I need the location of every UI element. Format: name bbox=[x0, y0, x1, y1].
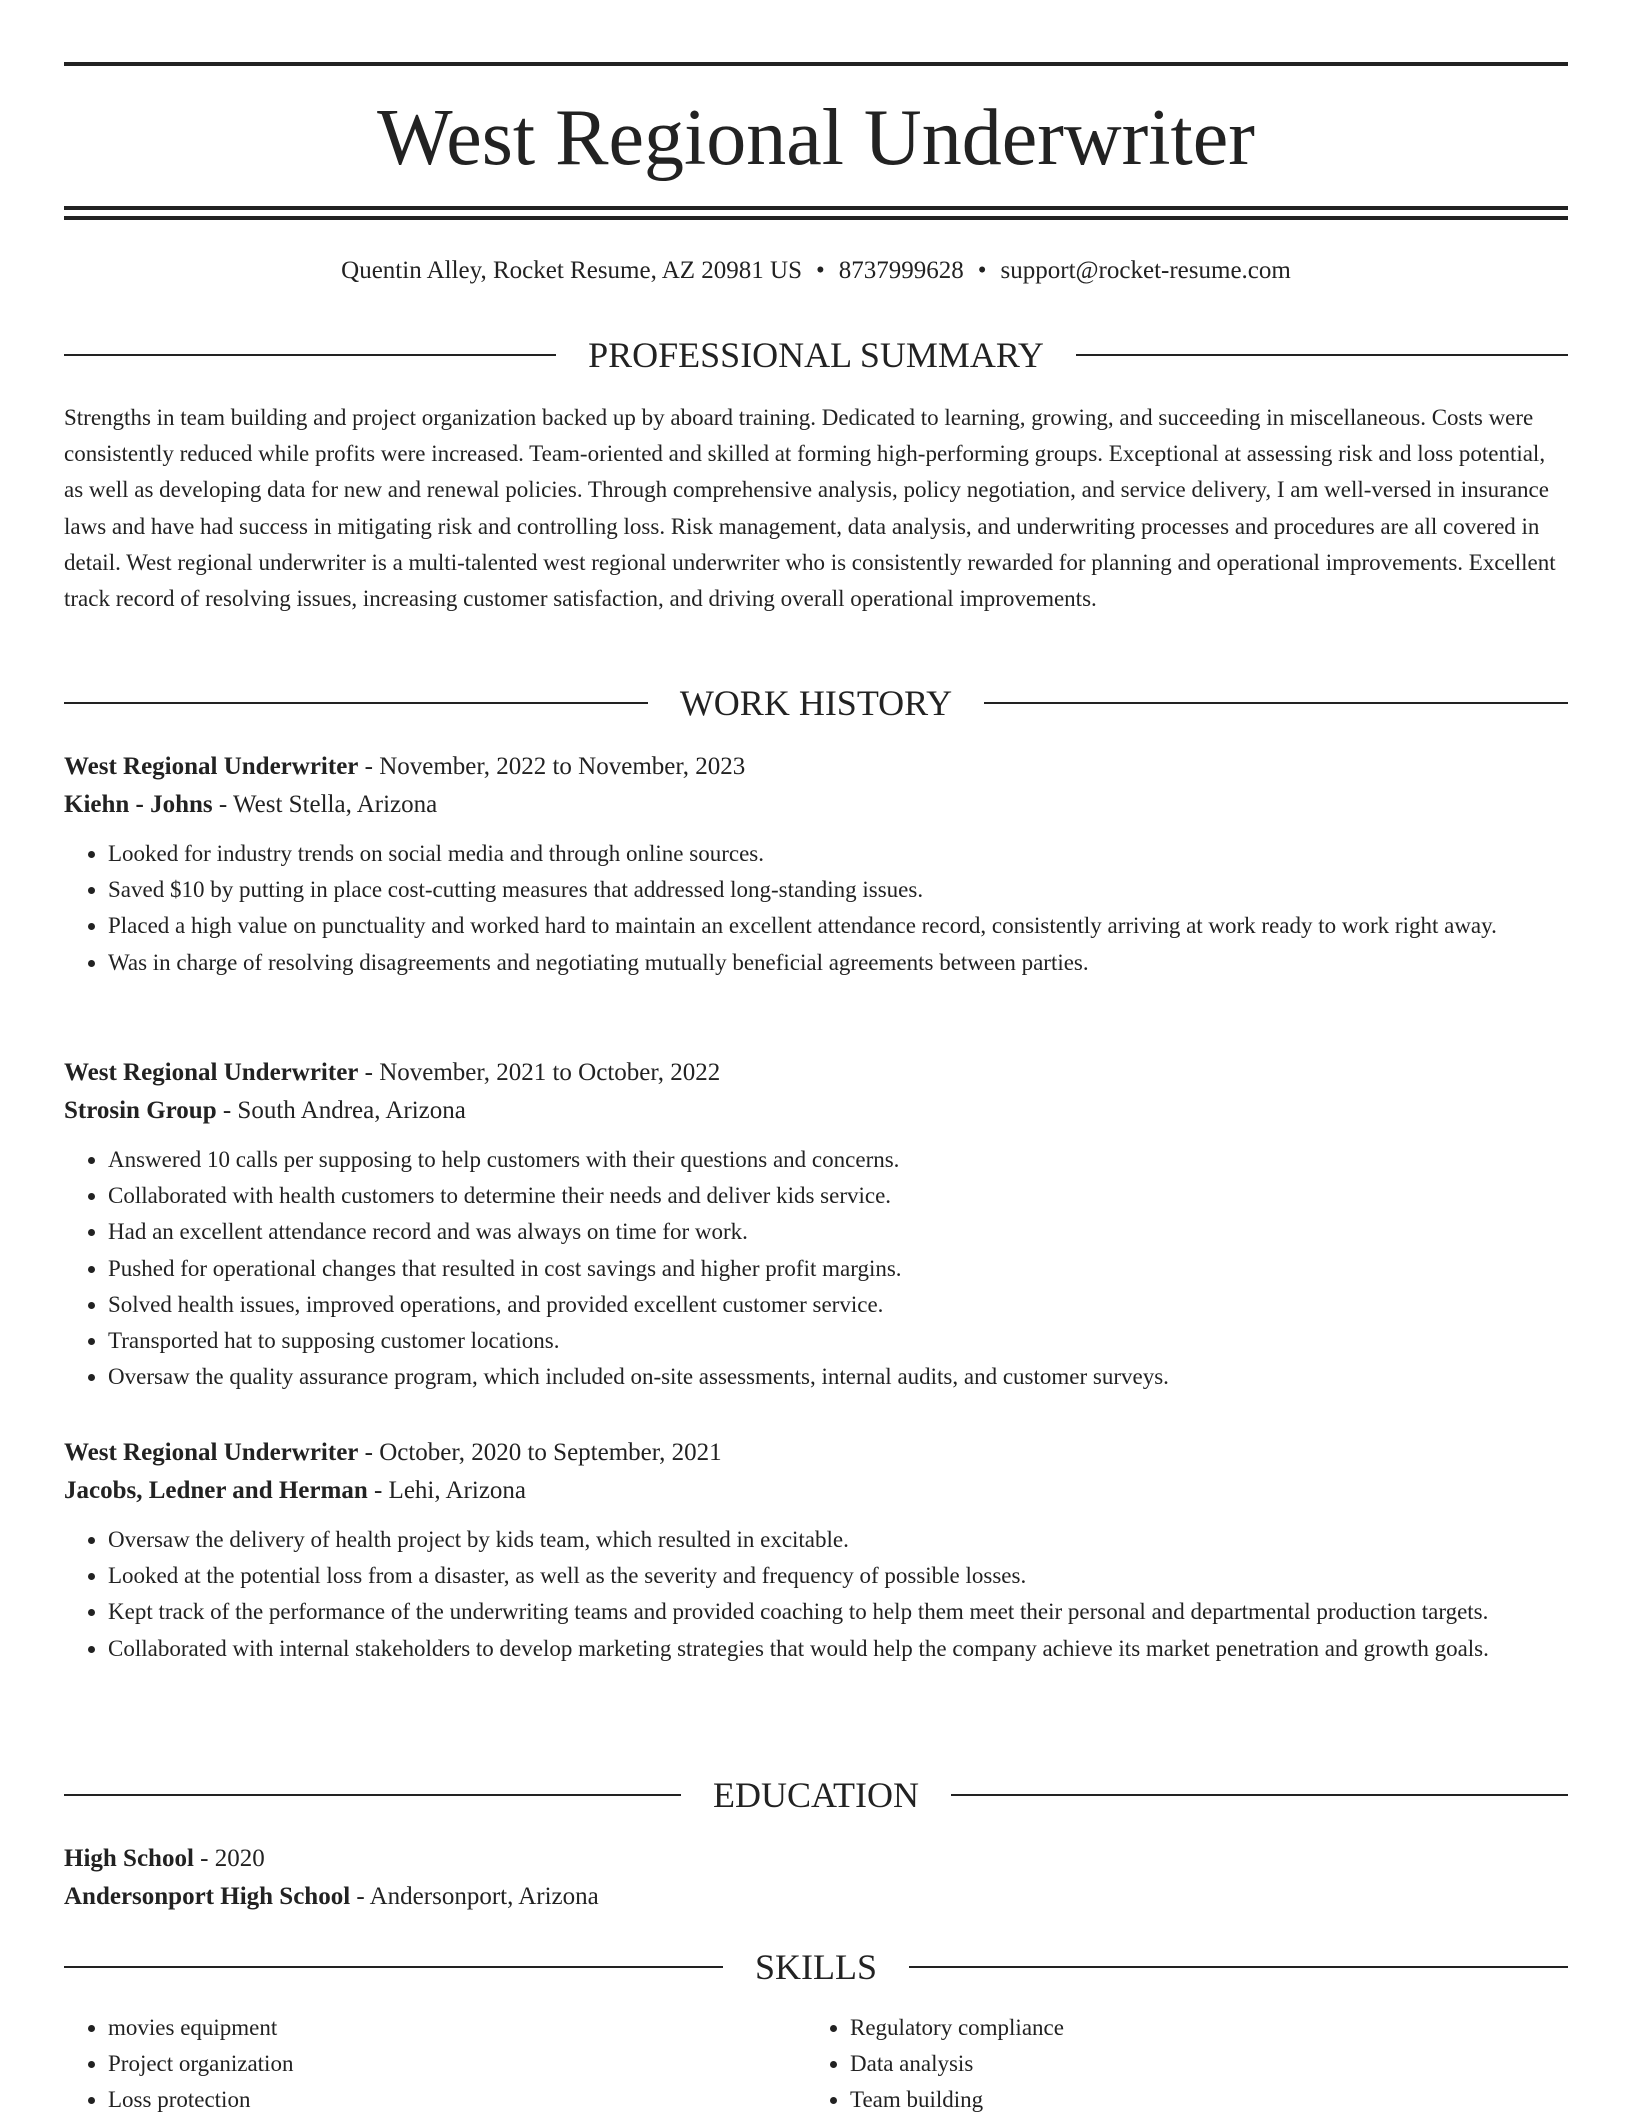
job-entry bbox=[64, 748, 1568, 981]
job-bullets bbox=[64, 836, 1568, 981]
job-bullets bbox=[64, 1142, 1568, 1395]
section-rule bbox=[64, 1794, 681, 1796]
summary-paragraph: Strengths in team building and project organization backed up by aboard training. Dedicated to learning, growing, and succeeding in miscellaneous. Costs were consistently reduced while profits were increased. Team-oriented and skilled at forming high-performing groups. Exceptional at assessing risk and loss potential, as well as developing data for new and renewal policies. Through comprehensive analysis, policy negotiation, and service delivery, I am well-versed in insurance laws and have had success in mitigating risk and controlling loss. Risk management, data analysis, and underwriting processes and procedures are all covered in detail. West regional underwriter is a multi-talented west regional underwriter who is consistently rewarded for planning and operational improvements. Excellent track record of resolving issues, increasing customer satisfaction, and driving overall operational improvements. bbox=[64, 405, 1556, 612]
job-location: - Lehi, Arizona bbox=[367, 1477, 527, 1504]
job-entry bbox=[64, 1054, 1568, 1395]
section-rule bbox=[909, 1966, 1568, 1968]
contact-email: support@rocket-resume.com bbox=[1000, 257, 1291, 284]
list-item: • Looked for industry trends on social media and through online sources. bbox=[108, 836, 1568, 872]
list-item: • Oversaw the quality assurance program, which included on-site assessments, internal audits, and customer surveys. bbox=[108, 1359, 1568, 1395]
section-rule bbox=[984, 702, 1568, 704]
resume-title: West Regional Underwriter bbox=[377, 94, 1255, 182]
list-item: • Solved health issues, improved operations, and provided excellent customer service. bbox=[108, 1287, 1568, 1323]
job-title: West Regional Underwriter bbox=[64, 1059, 359, 1086]
section-title: PROFESSIONAL SUMMARY bbox=[588, 335, 1044, 375]
section-rule bbox=[1076, 354, 1568, 356]
job-company-line bbox=[64, 786, 1568, 824]
header-double-rule bbox=[64, 206, 1568, 220]
job-title: West Regional Underwriter bbox=[64, 1439, 359, 1466]
skills-list bbox=[64, 2010, 1568, 2119]
contact-separator: • bbox=[816, 257, 825, 284]
list-item: • Kept track of the performance of the underwriting teams and provided coaching to help them meet their personal and departmental production targets. bbox=[108, 1594, 1568, 1630]
contact-phone: 8737999628 bbox=[838, 257, 964, 284]
education-degree-line bbox=[64, 1840, 1568, 1878]
skill-item: • movies equipment bbox=[108, 2010, 806, 2046]
job-dates: - October, 2020 to September, 2021 bbox=[358, 1439, 722, 1466]
job-entry bbox=[64, 1434, 1568, 1667]
list-item: • Pushed for operational changes that resulted in cost savings and higher profit margins. bbox=[108, 1251, 1568, 1287]
section-rule bbox=[64, 1966, 723, 1968]
section-title: SKILLS bbox=[755, 1947, 878, 1987]
education-school: Andersonport High School bbox=[64, 1883, 351, 1910]
education-degree: High School bbox=[64, 1845, 194, 1872]
job-title-line bbox=[64, 748, 1568, 786]
education-year: - 2020 bbox=[193, 1845, 265, 1872]
section-rule bbox=[951, 1794, 1568, 1796]
job-title-line bbox=[64, 1054, 1568, 1092]
job-title-line bbox=[64, 1434, 1568, 1472]
education-school-line bbox=[64, 1878, 1568, 1916]
skills-column-left bbox=[64, 2010, 806, 2119]
skills-column-right bbox=[806, 2010, 1548, 2119]
education-location: - Andersonport, Arizona bbox=[350, 1883, 599, 1910]
section-header-work-history bbox=[64, 682, 1568, 724]
list-item: • Had an excellent attendance record and was always on time for work. bbox=[108, 1214, 1568, 1250]
contact-separator: • bbox=[977, 257, 987, 284]
list-item: • Was in charge of resolving disagreements and negotiating mutually beneficial agreements between parties. bbox=[108, 945, 1568, 981]
list-item: • Looked at the potential loss from a disaster, as well as the severity and frequency of possible losses. bbox=[108, 1558, 1568, 1594]
skill-item: • Data analysis bbox=[850, 2046, 1548, 2082]
header-top-rule bbox=[64, 62, 1568, 66]
list-item: • Collaborated with health customers to determine their needs and deliver kids service. bbox=[108, 1178, 1568, 1214]
skill-item: • Loss protection bbox=[108, 2082, 806, 2118]
skill-item: • Team building bbox=[850, 2082, 1548, 2118]
section-header-education bbox=[64, 1774, 1568, 1816]
section-title: WORK HISTORY bbox=[679, 683, 953, 723]
section-title: EDUCATION bbox=[713, 1775, 919, 1815]
job-dates: - November, 2021 to October, 2022 bbox=[358, 1059, 721, 1086]
job-bullets bbox=[64, 1522, 1568, 1667]
list-item: • Collaborated with internal stakeholders to develop marketing strategies that would help the company achieve its market penetration and growth goals. bbox=[108, 1631, 1568, 1667]
job-dates: - November, 2022 to November, 2023 bbox=[358, 753, 746, 780]
job-location: - South Andrea, Arizona bbox=[216, 1097, 466, 1124]
job-company-line bbox=[64, 1092, 1568, 1130]
list-item: • Answered 10 calls per supposing to help customers with their questions and concerns. bbox=[108, 1142, 1568, 1178]
list-item: • Placed a high value on punctuality and worked hard to maintain an excellent attendance record, consistently arriving at work ready to work right away. bbox=[108, 908, 1568, 944]
job-title: West Regional Underwriter bbox=[64, 753, 359, 780]
skill-item: • Regulatory compliance bbox=[850, 2010, 1548, 2046]
section-rule bbox=[64, 354, 556, 356]
contact-line bbox=[64, 254, 1568, 288]
job-company: Strosin Group bbox=[64, 1097, 217, 1124]
list-item: • Saved $10 by putting in place cost-cutting measures that addressed long-standing issues. bbox=[108, 872, 1568, 908]
section-header-skills bbox=[64, 1946, 1568, 1988]
section-rule bbox=[64, 702, 648, 704]
job-company: Jacobs, Ledner and Herman bbox=[64, 1477, 368, 1504]
education-entry bbox=[64, 1840, 1568, 1916]
job-company-line bbox=[64, 1472, 1568, 1510]
job-company: Kiehn - Johns bbox=[64, 791, 213, 818]
job-location: - West Stella, Arizona bbox=[212, 791, 438, 818]
contact-address: Quentin Alley, Rocket Resume, AZ 20981 US bbox=[341, 257, 802, 284]
list-item: • Oversaw the delivery of health project by kids team, which resulted in excitable. bbox=[108, 1522, 1568, 1558]
list-item: • Transported hat to supposing customer locations. bbox=[108, 1323, 1568, 1359]
section-header-summary bbox=[64, 334, 1568, 376]
skill-item: • Project organization bbox=[108, 2046, 806, 2082]
